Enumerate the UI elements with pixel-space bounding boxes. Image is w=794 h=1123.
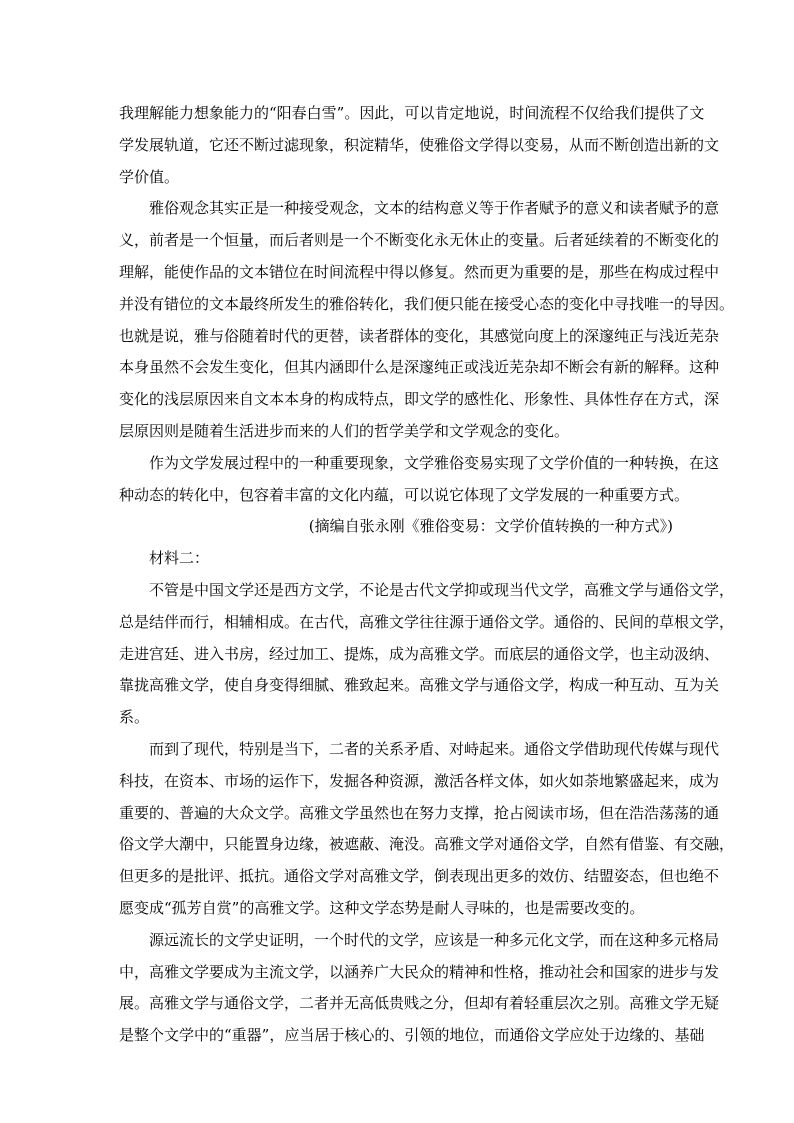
material-heading: 材料二： [149,549,210,568]
text-line: 但更多的是批评、抵抗。通俗文学对高雅文学，倒表现出更多的效仿、结盟姿态，但也绝不 [119,867,720,886]
text-line: 靠拢高雅文学，使自身变得细腻、雅致起来。高雅文学与通俗文学，构成一种互动、互为关 [119,676,720,695]
paragraph [119,925,720,1052]
text-line: 种动态的转化中，包容着丰富的文化内蕴，可以说它体现了文学发展的一种重要方式。 [119,485,690,504]
paragraph [119,575,735,734]
text-line: 源远流长的文学史证明，一个时代的文学，应该是一种多元化文学，而在这种多元格局 [149,930,720,949]
text-line: 理解，能使作品的文本错位在时间流程中得以修复。然而更为重要的是，那些在构成过程中 [119,262,720,281]
source-citation [119,511,675,543]
paragraph [119,98,720,193]
text-line: 系。 [119,708,150,727]
text-line: 层原因则是随着生活进步而来的人们的哲学美学和文学观念的变化。 [119,421,570,440]
text-line: 雅俗观念其实正是一种接受观念，文本的结构意义等于作者赋予的意义和读者赋予的意 [149,199,720,218]
text-line: 学发展轨道，它还不断过滤现象，积淀精华，使雅俗文学得以变易，从而不断创造出新的文 [119,135,720,154]
text-line: 而到了现代，特别是当下，二者的关系矛盾、对峙起来。通俗文学借助现代传媒与现代 [149,739,720,758]
text-line: 学价值。 [119,167,180,186]
text-line: 我理解能力想象能力的“阳春白雪”。因此，可以肯定地说，时间流程不仅给我们提供了文 [119,104,705,122]
text-line: 作为文学发展过程中的一种重要现象，文学雅俗变易实现了文学价值的一种转换，在这 [149,453,720,472]
citation-text: (摘编自张永刚《雅俗变易：文学价值转换的一种方式》) [308,517,673,536]
text-line: 展。高雅文学与通俗文学，二者并无高低贵贱之分，但却有着轻重层次之别。高雅文学无疑 [119,994,720,1013]
text-line: 科技，在资本、市场的运作下，发掘各种资源，激活各样文体，如火如荼地繁盛起来，成为 [119,771,720,790]
section-heading [119,543,675,575]
text-line: 中，高雅文学要成为主流文学，以涵养广大民众的精神和性格，推动社会和国家的进步与发 [119,962,720,981]
text-line: 愿变成“孤芳自赏”的高雅文学。这种文学态势是耐人寻味的，也是需要改变的。 [119,898,645,917]
text-line: 俗文学大潮中，只能置身边缘，被遮蔽、淹没。高雅文学对通俗文学，自然有借鉴、有交融， [119,835,735,854]
text-line: 走进宫廷、进入书房，经过加工、提炼，成为高雅文学。而底层的通俗文学，也主动汲纳、 [119,644,720,663]
document-body [119,98,735,1052]
text-line: 总是结伴而行，相辅相成。在古代，高雅文学往往源于通俗文学。通俗的、民间的草根文学， [119,612,735,631]
text-line: 义，前者是一个恒量，而后者则是一个不断变化永无休止的变量。后者延续着的不断变化的 [119,231,720,250]
text-line: 本身虽然不会发生变化，但其内涵即什么是深邃纯正或浅近芜杂却不断会有新的解释。这种 [119,358,720,377]
text-line: 并没有错位的文本最终所发生的雅俗转化，我们便只能在接受心态的变化中寻找唯一的导因。 [119,294,735,313]
text-line: 是整个文学中的“重器”，应当居于核心的、引领的地位，而通俗文学应处于边缘的、基础 [119,1026,705,1045]
text-line: 重要的、普遍的大众文学。高雅文学虽然也在努力支撑，抢占阅读市场，但在浩浩荡荡的通 [119,803,720,822]
text-line: 不管是中国文学还是西方文学，不论是古代文学抑或现当代文学，高雅文学与通俗文学， [149,580,735,599]
paragraph [119,448,720,512]
paragraph [119,193,735,447]
text-line: 也就是说，雅与俗随着时代的更替，读者群体的变化，其感觉向度上的深邃纯正与浅近芜杂 [119,326,720,345]
paragraph [119,734,735,925]
text-line: 变化的浅层原因来自文本本身的构成特点，即文学的感性化、形象性、具体性存在方式，深 [119,390,720,409]
